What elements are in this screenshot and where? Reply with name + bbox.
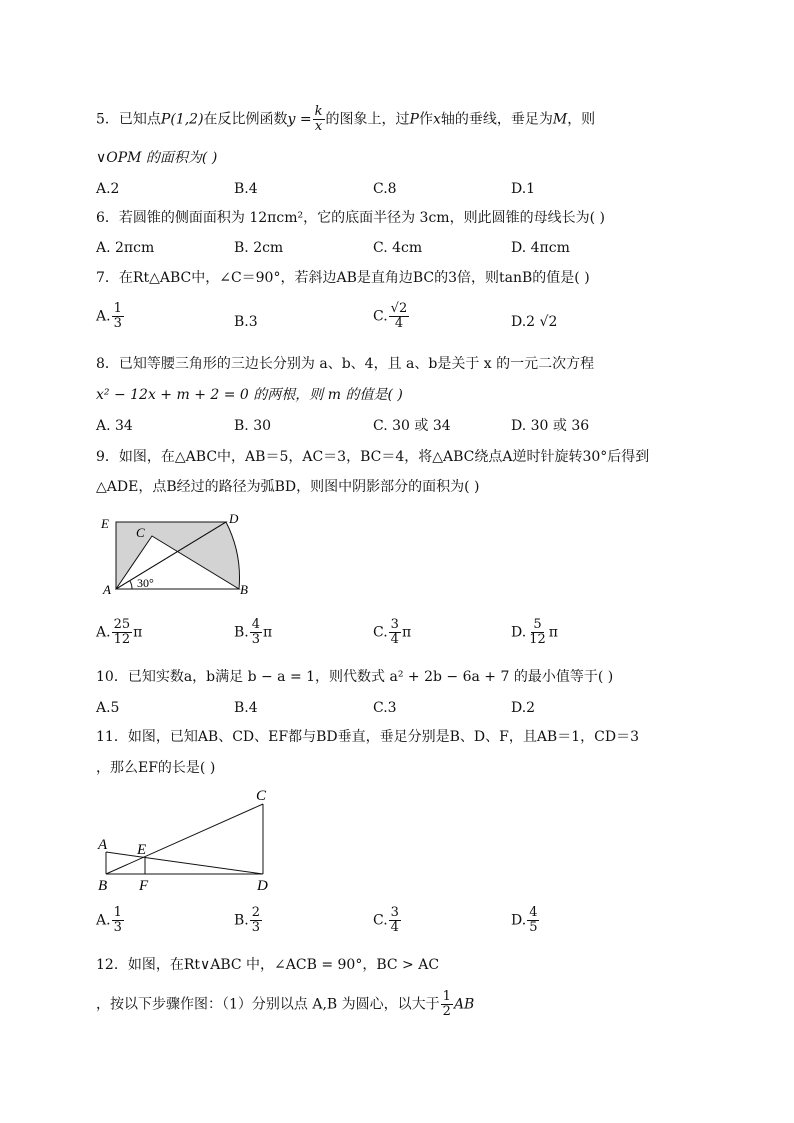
- q9-option-a-label: A.: [96, 624, 111, 641]
- q10-option-d[interactable]: D.2: [511, 700, 536, 716]
- q12-line1: 12．如图，在Rt∨ABC 中，∠ACB = 90°，BC > AC: [96, 957, 440, 973]
- q5-tail: ，则: [567, 111, 596, 128]
- q9-d-den: 12: [529, 632, 546, 647]
- q5-mid2: 的图象上，过: [325, 111, 410, 128]
- q5-k: k: [314, 104, 323, 119]
- q11-option-b-label: B.: [234, 912, 249, 929]
- q6-option-c[interactable]: C. 4cm: [373, 240, 423, 256]
- q7-a-num: 1: [113, 301, 122, 316]
- q11-b-num: 2: [251, 905, 261, 920]
- q6-option-b[interactable]: B. 2cm: [234, 240, 284, 256]
- q9-d-num: 5: [533, 617, 542, 632]
- q9-a-pi: π: [133, 624, 143, 641]
- q8-option-d[interactable]: D. 30 或 36: [511, 418, 590, 434]
- q5-x: x: [314, 119, 323, 134]
- q9-figure: [96, 508, 256, 604]
- q11-a-num: 1: [113, 905, 122, 920]
- q7-option-a[interactable]: [96, 302, 125, 331]
- q12-num: 1: [442, 989, 451, 1004]
- q7-c-den: 4: [394, 316, 404, 331]
- q9-b-pi: π: [263, 624, 273, 641]
- q9-option-a[interactable]: [96, 618, 142, 647]
- q5-mid4: 轴的垂线，垂足为: [440, 111, 553, 128]
- q9-c-num: 3: [390, 617, 399, 632]
- q11-c-den: 4: [390, 920, 399, 935]
- q11-line1: 11．如图，已知AB、CD、EF都与BD垂直，垂足分别是B、D、F，且AB＝1，CD＝3: [96, 729, 639, 745]
- q9-a-den: 12: [113, 632, 131, 647]
- q5-line1: [96, 105, 595, 134]
- q6-text: 6．若圆锥的侧面面积为 12πcm²，它的底面半径为 3cm，则此圆锥的母线长为( ): [96, 210, 605, 226]
- q11-option-c-label: C.: [373, 912, 388, 929]
- q5-line2: ∨OPM 的面积为( ): [96, 150, 218, 166]
- q10-option-a[interactable]: A.5: [96, 700, 120, 716]
- q11-option-b-fraction: [250, 906, 262, 935]
- q5-func-lhs: y =: [287, 111, 312, 128]
- q7-option-b[interactable]: B.3: [234, 314, 258, 330]
- q5-M: M: [552, 111, 568, 128]
- q7-option-c-fraction: [389, 302, 410, 331]
- q7-option-a-label: A.: [96, 308, 111, 325]
- q7-option-a-fraction: [112, 302, 124, 331]
- q9-option-b[interactable]: [234, 618, 272, 647]
- q7-option-c-label: C.: [373, 308, 388, 325]
- q11-a-den: 3: [113, 920, 122, 935]
- q9-option-c-fraction: [389, 618, 401, 647]
- q8-line1: 8．已知等腰三角形的三边长分别为 a、b、4，且 a、b是关于 x 的一元二次方程: [96, 356, 595, 372]
- q11-option-d-label: D.: [511, 912, 527, 929]
- q9-option-d[interactable]: [511, 618, 558, 647]
- q5-mid3: 作: [418, 111, 433, 128]
- q8-option-a[interactable]: A. 34: [96, 418, 133, 434]
- q11-figure: [96, 784, 286, 898]
- q11-option-d-fraction: [527, 906, 539, 935]
- q9-line1: 9．如图，在△ABC中，AB＝5，AC＝3，BC＝4，将△ABC绕点A逆时针旋转30°后得到: [96, 449, 650, 465]
- q7-c-num: √2: [390, 301, 408, 316]
- q11-d-den: 5: [529, 920, 538, 935]
- q7-text: 7．在Rt△ABC中，∠C＝90°，若斜边AB是直角边BC的3倍，则tanB的值是( ): [96, 270, 590, 286]
- q5-option-d[interactable]: D.1: [511, 181, 536, 197]
- q9-label-c: C: [136, 525, 145, 540]
- q9-c-pi: π: [401, 624, 412, 641]
- q9-option-b-label: B.: [234, 624, 249, 641]
- q9-option-c[interactable]: [373, 618, 411, 647]
- q9-label-e: E: [101, 516, 109, 531]
- q7-a-den: 3: [113, 316, 122, 331]
- q12-den: 2: [442, 1004, 451, 1019]
- q5-xaxis: x: [432, 111, 441, 128]
- q9-label-d: D: [229, 511, 239, 526]
- q11-option-d[interactable]: [511, 906, 540, 935]
- q7-option-c[interactable]: [373, 302, 410, 331]
- q9-option-b-fraction: [250, 618, 262, 647]
- q11-option-a-label: A.: [96, 912, 111, 929]
- q9-c-den: 4: [390, 632, 399, 647]
- q11-b-den: 3: [251, 920, 261, 935]
- q9-label-a: A: [103, 582, 111, 597]
- q9-option-d-label: D.: [511, 624, 527, 641]
- q5-option-b[interactable]: B.4: [234, 181, 258, 197]
- q11-label-e: E: [137, 842, 147, 858]
- q11-label-c: C: [256, 788, 267, 804]
- q10-option-b[interactable]: B.4: [234, 700, 258, 716]
- q5-option-c[interactable]: C.8: [373, 181, 397, 197]
- q9-option-d-fraction: [527, 618, 548, 647]
- q11-line2: ，那么EF的长是( ): [96, 760, 216, 776]
- q9-label-angle: 30°: [137, 576, 154, 590]
- q11-d-num: 4: [529, 905, 538, 920]
- q12-line2: [96, 990, 474, 1019]
- q5-option-a[interactable]: A.2: [96, 181, 120, 197]
- q11-label-a: A: [98, 837, 108, 853]
- q11-option-c-fraction: [389, 906, 401, 935]
- q9-a-num: 25: [113, 617, 131, 632]
- q5-point: P(1,2): [160, 111, 204, 128]
- q5-P: P: [409, 111, 419, 128]
- q9-d-pi: π: [548, 624, 558, 641]
- q9-option-c-label: C.: [373, 624, 388, 641]
- q9-label-b: B: [240, 582, 248, 597]
- q5-mid1: 在反比例函数: [203, 111, 288, 128]
- q5-fraction: [313, 105, 325, 134]
- q11-label-b: B: [98, 878, 108, 894]
- q11-option-c[interactable]: [373, 906, 402, 935]
- q8-option-b[interactable]: B. 30: [234, 418, 272, 434]
- q11-label-d: D: [257, 878, 268, 894]
- q9-option-a-fraction: [112, 618, 133, 647]
- q8-line2: x² − 12x + m + 2 = 0 的两根，则 m 的值是( ): [96, 387, 403, 403]
- q11-option-a[interactable]: [96, 906, 125, 935]
- q9-line2: △ADE，点B经过的路径为弧BD，则图中阴影部分的面积为( ): [96, 479, 480, 495]
- q8-option-c[interactable]: C. 30 或 34: [373, 418, 451, 434]
- q11-option-a-fraction: [112, 906, 124, 935]
- q11-label-f: F: [139, 878, 149, 894]
- q11-c-num: 3: [390, 905, 399, 920]
- q12-line2-pre: ，按以下步骤作图：（1）分别以点 A,B 为圆心，以大于: [96, 996, 440, 1013]
- q12-fraction: [441, 990, 453, 1019]
- q6-option-a[interactable]: A. 2πcm: [96, 240, 155, 256]
- q12-line2-post: AB: [453, 996, 475, 1013]
- q9-b-num: 4: [251, 617, 261, 632]
- q6-option-d[interactable]: D. 4πcm: [511, 240, 570, 256]
- q10-text: 10．已知实数a，b满足 b − a = 1，则代数式 a² + 2b − 6a + 7 的最小值等于( ): [96, 669, 614, 685]
- q10-option-c[interactable]: C.3: [373, 700, 397, 716]
- q7-option-d[interactable]: D.2 √2: [511, 314, 558, 330]
- q5-prefix: 5．已知点: [96, 111, 161, 128]
- q11-option-b[interactable]: [234, 906, 263, 935]
- q9-b-den: 3: [251, 632, 261, 647]
